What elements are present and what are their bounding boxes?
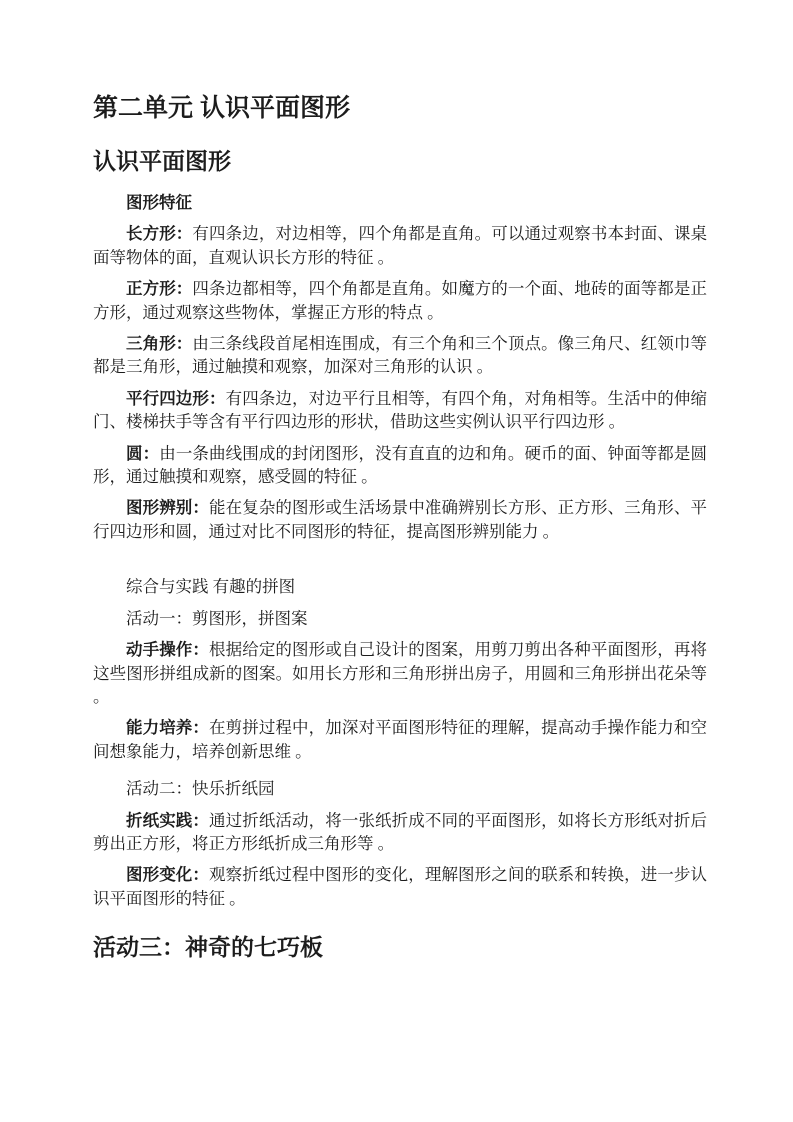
- document-content: [93, 0, 707, 962]
- paragraph-label: 正方形：: [126, 279, 193, 299]
- paragraph-label: 图形变化：: [126, 865, 210, 885]
- paragraph-label: 圆：: [126, 443, 160, 463]
- paragraph-label: 能力培养：: [126, 718, 210, 738]
- paragraph-circle: [93, 442, 707, 489]
- paragraph-text: 观察折纸过程中图形的变化，理解图形之间的联系和转换，进一步认识平面图形的特征 。: [93, 865, 708, 908]
- paragraph-text: 由三条线段首尾相连围成，有三个角和三个顶点。像三角尺、红领巾等都是三角形，通过触摸和观察，加深对三角形的认识 。: [93, 334, 708, 377]
- feature-heading: [93, 191, 707, 214]
- paragraph-text: 有四条边，对边相等，四个角都是直角。可以通过观察书本封面、课桌面等物体的面，直观认识长方形的特征 。: [93, 224, 708, 267]
- paragraph-text: 通过折纸活动，将一张纸折成不同的平面图形，如将长方形纸对折后剪出正方形，将正方形纸折成三角形等 。: [93, 810, 708, 853]
- paragraph-text: 在剪拼过程中，加深对平面图形特征的理解，提高动手操作能力和空间想象能力，培养创新思维 。: [93, 718, 708, 761]
- activity3-heading: 活动三：神奇的七巧板: [93, 934, 323, 961]
- paragraph-label: 动手操作：: [126, 640, 210, 660]
- paragraph-label: 长方形：: [126, 224, 193, 244]
- paragraph-text: 有四条边，对边平行且相等，有四个角，对角相等。生活中的伸缩门、楼梯扶手等含有平行四边形的形状，借助这些实例认识平行四边形 。: [93, 388, 708, 432]
- paragraph-triangle: [93, 332, 707, 379]
- section-title: 认识平面图形: [93, 148, 231, 174]
- paragraph-shape-change: [93, 863, 707, 910]
- paragraph-parallelogram: [93, 387, 707, 434]
- paragraph-hands-on: [93, 638, 707, 708]
- paragraph-shape-discrimination: [93, 496, 707, 543]
- practice-line: 综合与实践 有趣的拼图: [126, 577, 296, 597]
- feature-heading-label: 图形特征: [126, 193, 192, 212]
- unit-title: 第二单元 认识平面图形: [93, 94, 350, 122]
- activity2-line: 活动二：快乐折纸园: [126, 779, 275, 799]
- paragraph-text: 四条边都相等，四个角都是直角。如魔方的一个面、地砖的面等都是正方形，通过观察这些物体，掌握正方形的特点 。: [93, 279, 708, 322]
- paragraph-rectangle: [93, 222, 707, 269]
- paragraph-label: 折纸实践：: [126, 810, 210, 830]
- paragraph-square: [93, 277, 707, 324]
- paragraph-text: 能在复杂的图形或生活场景中准确辨别长方形、正方形、三角形、平行四边形和圆，通过对比不同图形的特征，提高图形辨别能力 。: [93, 498, 708, 541]
- paragraph-text: 根据给定的图形或自己设计的图案，用剪刀剪出各种平面图形，再将这些图形拼组成新的图案。如用长方形和三角形拼出房子，用圆和三角形拼出花朵等 。: [93, 640, 708, 706]
- paragraph-folding: [93, 809, 707, 856]
- paragraph-label: 图形辨别：: [126, 498, 210, 518]
- paragraph-text: 由一条曲线围成的封闭图形，没有直直的边和角。硬币的面、钟面等都是圆形，通过触摸和观察，感受圆的特征 。: [93, 443, 708, 487]
- activity1-line: 活动一：剪图形，拼图案: [126, 608, 308, 628]
- paragraph-ability: [93, 716, 707, 763]
- paragraph-label: 平行四边形：: [126, 388, 226, 408]
- paragraph-label: 三角形：: [126, 334, 193, 354]
